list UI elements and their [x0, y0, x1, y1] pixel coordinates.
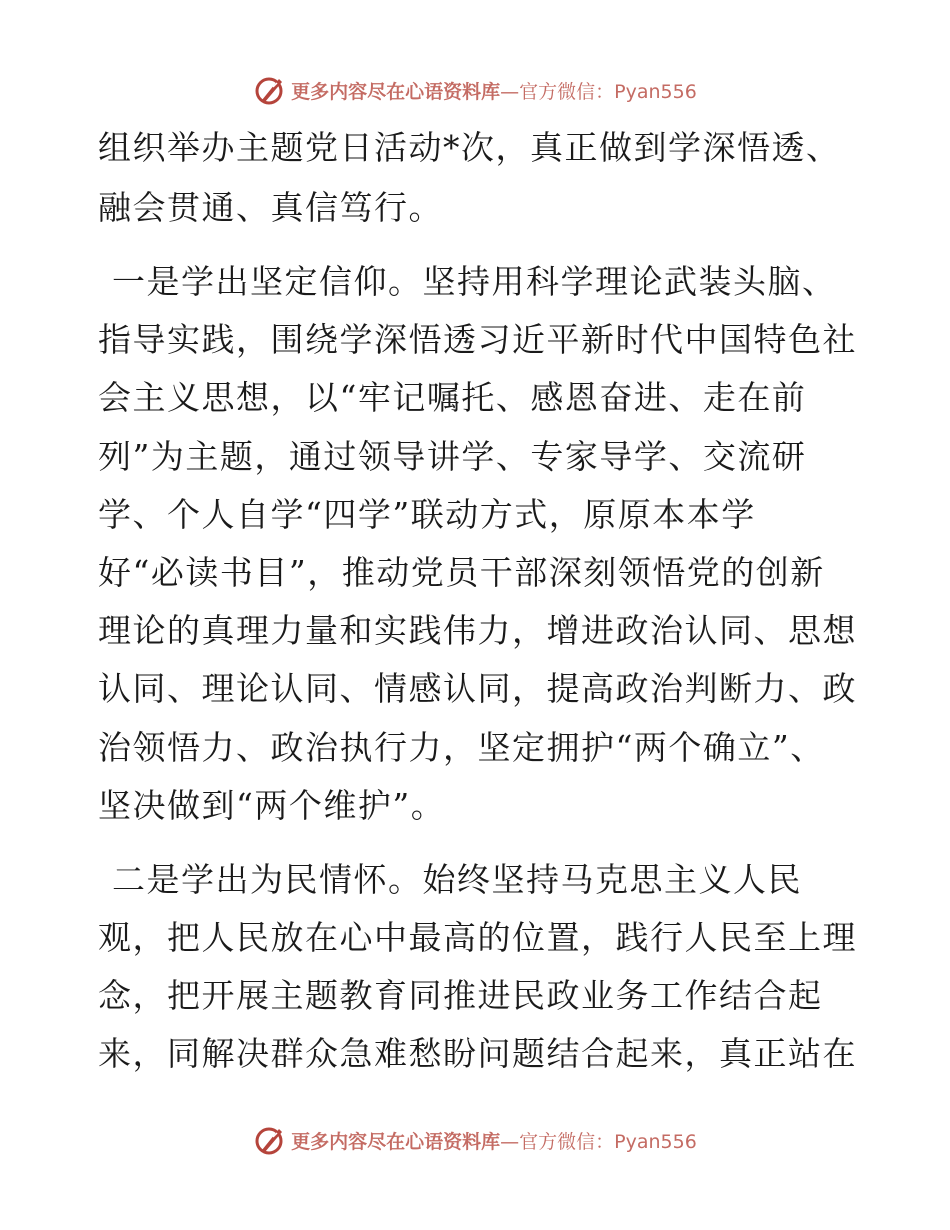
body-line: 认同、理论认同、情感认同，提高政治判断力、政	[98, 669, 857, 708]
body-line: 观，把人民放在心中最高的位置，践行人民至上理	[98, 918, 857, 957]
body-line: 二是学出为民情怀。始终坚持马克思主义人民	[112, 860, 802, 899]
watermark-wechat: 官方微信：Pyan556	[519, 80, 697, 103]
header-watermark	[0, 72, 950, 108]
body-line: 一是学出坚定信仰。坚持用科学理论武装头脑、	[112, 262, 837, 301]
body-line: 坚决做到“两个维护”。	[98, 786, 446, 825]
watermark-text	[291, 77, 697, 104]
body-line: 组织举办主题党日活动*次，真正做到学深悟透、	[98, 128, 841, 167]
body-line: 指导实践，围绕学深悟透习近平新时代中国特色社	[98, 320, 857, 359]
body-line: 列”为主题，通过领导讲学、专家导学、交流研	[98, 437, 807, 476]
footer-watermark	[0, 1122, 950, 1158]
feather-quill-logo-icon	[253, 73, 287, 107]
watermark-brand: 更多内容尽在心语资料库	[291, 80, 501, 103]
body-line: 学、个人自学“四学”联动方式，原原本本学	[98, 495, 756, 534]
watermark-wechat: 官方微信：Pyan556	[519, 1130, 697, 1153]
body-line: 理论的真理力量和实践伟力，增进政治认同、思想	[98, 611, 857, 650]
feather-quill-logo-icon	[253, 1123, 287, 1157]
body-line: 会主义思想，以“牢记嘱托、感恩奋进、走在前	[98, 378, 807, 417]
watermark-text	[291, 1127, 697, 1154]
watermark-separator: —	[500, 1130, 520, 1153]
watermark-separator: —	[500, 80, 520, 103]
body-line: 来，同解决群众急难愁盼问题结合起来，真正站在	[98, 1034, 857, 1073]
watermark-brand: 更多内容尽在心语资料库	[291, 1130, 501, 1153]
body-line: 融会贯通、真信笃行。	[98, 188, 443, 227]
body-line: 好“必读书目”，推动党员干部深刻领悟党的创新	[98, 553, 825, 592]
body-line: 治领悟力、政治执行力，坚定拥护“两个确立”、	[98, 728, 825, 767]
body-line: 念，把开展主题教育同推进民政业务工作结合起	[98, 976, 823, 1015]
